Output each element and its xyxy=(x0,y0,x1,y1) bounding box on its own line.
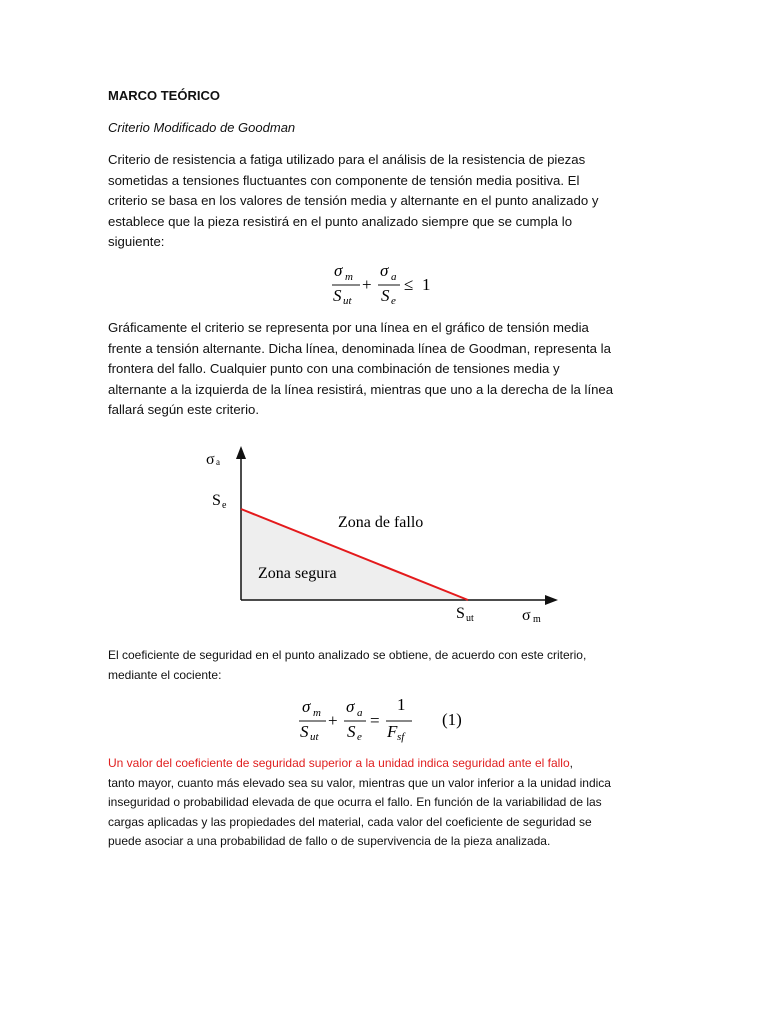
y-axis-label: σ xyxy=(206,451,215,468)
text-line: El coeficiente de seguridad en el punto analizado se obtiene, de acuerdo con este criterio, xyxy=(108,648,587,662)
eq1-term2-numerator: σ xyxy=(380,261,389,280)
sut-label-sub: ut xyxy=(466,613,474,624)
zone-fail-label: Zona de fallo xyxy=(338,514,424,531)
eq1-rhs: 1 xyxy=(422,275,431,294)
highlighted-statement: Un valor del coeficiente de seguridad superior a la unidad indica seguridad ante el fallo xyxy=(108,756,570,770)
goodman-diagram xyxy=(200,440,570,630)
section-title: MARCO TEÓRICO xyxy=(108,88,220,103)
eq2-term2-numerator: σ xyxy=(346,697,355,716)
y-axis-arrow xyxy=(236,446,246,459)
paragraph-intro xyxy=(108,150,668,253)
se-label-sub: e xyxy=(222,500,227,511)
eq2-term1-denominator-sub: ut xyxy=(310,731,319,743)
text-line: puede asociar a una probabilidad de fallo o de supervivencia de la pieza analizada. xyxy=(108,834,551,848)
highlight-tail: , xyxy=(569,756,573,770)
eq2-term2-numerator-sub: a xyxy=(357,707,363,719)
eq2-rhs-numerator: 1 xyxy=(397,695,406,714)
eq1-term1-denominator: S xyxy=(333,286,342,305)
x-axis-label: σ xyxy=(522,607,531,624)
se-label: S xyxy=(212,492,221,509)
eq1-term1-numerator-sub: m xyxy=(345,271,353,283)
goodman-equation xyxy=(320,256,450,308)
text-line: sometidas a tensiones fluctuantes con componente de tensión media positiva. El xyxy=(108,172,580,188)
sut-label: S xyxy=(456,605,465,622)
eq2-term2-denominator: S xyxy=(347,722,356,741)
eq2-term1-numerator: σ xyxy=(302,697,311,716)
text-line: Criterio de resistencia a fatiga utilizado para el análisis de la resistencia de piezas xyxy=(108,152,586,167)
text-line: frontera del fallo. Cualquier punto con una combinación de tensiones media y xyxy=(108,361,560,376)
y-axis-label-sub: a xyxy=(216,457,220,467)
eq1-relation: ≤ xyxy=(404,275,414,294)
text-line: fallará según este criterio. xyxy=(108,402,259,417)
zone-safe-label: Zona segura xyxy=(258,565,337,582)
text-line: alternante a la izquierda de la línea resistirá, mientras que uno a la derecha de la línea xyxy=(108,381,614,397)
paragraph-graphical xyxy=(108,318,668,421)
text-line: inseguridad o probabilidad elevada de que ocurra el fallo. En función de la variabilidad de las xyxy=(108,795,602,809)
safety-factor-equation xyxy=(290,690,480,746)
text-line: frente a tensión alternante. Dicha línea, denominada línea de Goodman, representa la xyxy=(108,340,611,356)
eq2-term1-denominator: S xyxy=(300,722,309,741)
eq2-number: (1) xyxy=(442,710,462,729)
eq1-term1-numerator: σ xyxy=(334,261,343,280)
eq2-rhs-denominator: F xyxy=(387,722,398,741)
eq2-rhs-denominator-sub: sf xyxy=(397,731,405,743)
eq2-term2-denominator-sub: e xyxy=(357,731,362,743)
eq2-relation: = xyxy=(370,711,380,730)
paragraph-interpretation xyxy=(108,754,668,852)
eq2-term1-numerator-sub: m xyxy=(313,707,321,719)
text-line xyxy=(108,754,668,774)
paragraph-safety-factor xyxy=(108,645,668,685)
eq1-term2-denominator-sub: e xyxy=(391,295,396,307)
text-line: siguiente: xyxy=(108,234,165,249)
eq2-plus: + xyxy=(328,711,338,730)
text-line: Gráficamente el criterio se representa por una línea en el gráfico de tensión media xyxy=(108,320,589,335)
x-axis-arrow xyxy=(545,595,558,605)
text-line: criterio se basa en los valores de tensión media y alternante en el punto analizado y xyxy=(108,193,599,208)
text-line: cargas aplicadas y las propiedades del material, cada valor del coeficiente de seguridad se xyxy=(108,814,592,829)
eq1-term2-denominator: S xyxy=(381,286,390,305)
section-subtitle: Criterio Modificado de Goodman xyxy=(108,120,296,135)
text-line: mediante el cociente: xyxy=(108,668,222,682)
eq1-plus: + xyxy=(362,275,372,294)
x-axis-label-sub: m xyxy=(533,614,541,625)
text-line: tanto mayor, cuanto más elevado sea su valor, mientras que un valor inferior a la unidad indica xyxy=(108,775,611,790)
text-line: establece que la pieza resistirá en el punto analizado siempre que se cumpla lo xyxy=(108,213,573,229)
eq1-term2-numerator-sub: a xyxy=(391,271,397,283)
eq1-term1-denominator-sub: ut xyxy=(343,295,352,307)
